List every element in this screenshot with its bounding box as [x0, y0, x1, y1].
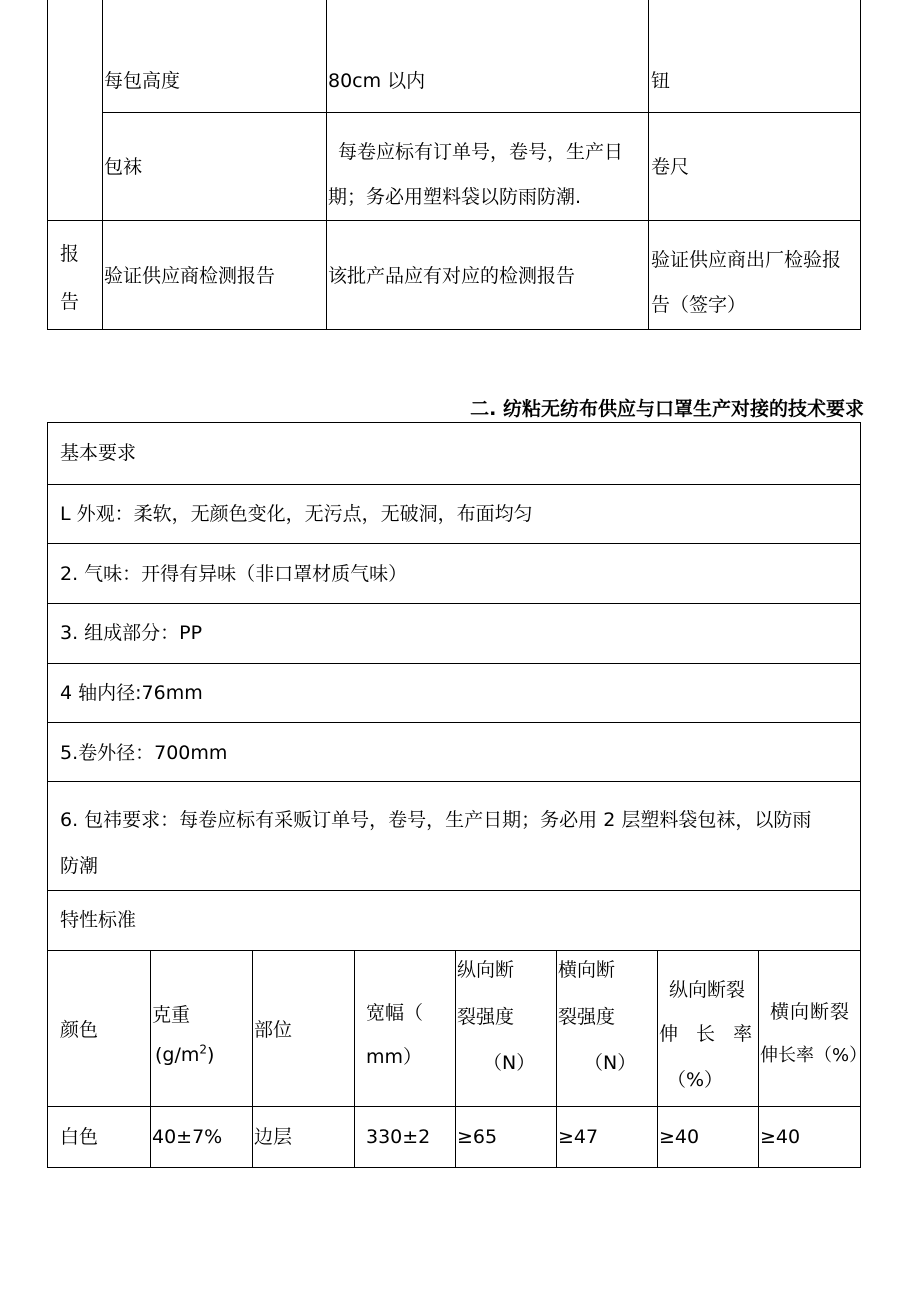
table-cell: ≥65	[457, 1126, 498, 1148]
table-cell: ≥47	[558, 1126, 599, 1148]
table-cell: 期；务必用塑料袋以防雨防潮.	[328, 186, 582, 208]
table-cell: 验证供应商检测报告	[104, 265, 276, 287]
table-cell: 边层	[254, 1126, 293, 1148]
table-cell: ≥40	[760, 1126, 801, 1148]
column-header-position: 部位	[254, 1019, 293, 1041]
table-cell: 40±7%	[152, 1126, 223, 1148]
requirements-header: 基本要求	[60, 442, 137, 464]
column-header-cd-elongation: 伸长率（%）	[760, 1045, 868, 1066]
column-header-cd-strength: 横向断	[558, 959, 616, 981]
table-cell: 报	[60, 243, 80, 265]
column-header-width: 宽幅（	[366, 1002, 424, 1024]
table-cell: 钮	[651, 70, 671, 92]
list-item: 2. 气味：开得有异味（非口罩材质气味）	[60, 563, 408, 585]
column-header-md-strength: 纵向断	[457, 959, 515, 981]
list-item: 防潮	[60, 855, 99, 877]
column-header-md-strength: （N）	[483, 1052, 536, 1074]
table-cell: 告	[60, 291, 80, 313]
list-item: 4 轴内径:76mm	[60, 682, 203, 704]
column-header-md-elongation: （%）	[667, 1069, 724, 1091]
list-item: 6. 包祎要求：每卷应标有采贩订单号，卷号，生产日期；务必用 2 层塑料袋包袜，以防雨	[60, 809, 812, 831]
column-header-cd-strength: （N）	[584, 1052, 637, 1074]
column-header-cd-strength: 裂强度	[558, 1006, 616, 1028]
column-header-width-unit: mm）	[366, 1046, 423, 1068]
table-cell: 80cm 以内	[328, 70, 426, 92]
column-header-cd-elongation: 横向断裂	[770, 1001, 851, 1023]
column-header-md-elongation: 伸 长 率	[659, 1023, 759, 1045]
list-item: 5.卷外径：700mm	[60, 742, 228, 764]
table-cell: 330±2	[366, 1126, 431, 1148]
column-header-md-elongation: 纵向断裂	[669, 979, 746, 1001]
section-title: 二. 纺粘无纺布供应与口罩生产对接的技术要求	[470, 398, 864, 420]
list-item: L 外观：柔软，无颜色变化，无污点，无破洞，布面均匀	[60, 503, 533, 525]
column-header-color: 颜色	[60, 1019, 99, 1041]
list-item: 3. 组成部分：PP	[60, 622, 203, 644]
table-cell: 包袜	[104, 156, 143, 178]
spec-header: 特性标准	[60, 909, 137, 931]
column-header-md-strength: 裂强度	[457, 1006, 515, 1028]
column-header-weight-unit: $(g/m^2)$	[155, 1042, 215, 1066]
table-cell: 该批产品应有对应的检测报告	[328, 265, 576, 287]
table-cell: 白色	[60, 1126, 99, 1148]
table-cell: ≥40	[659, 1126, 700, 1148]
table-cell: 验证供应商出厂检验报	[651, 249, 842, 271]
table-cell: 每卷应标有订单号，卷号，生产日	[338, 141, 624, 163]
table-cell: 每包高度	[104, 70, 181, 92]
table-cell: 卷尺	[651, 156, 690, 178]
table-cell: 告（签字）	[651, 294, 747, 316]
column-header-weight: 克重	[152, 1004, 191, 1026]
